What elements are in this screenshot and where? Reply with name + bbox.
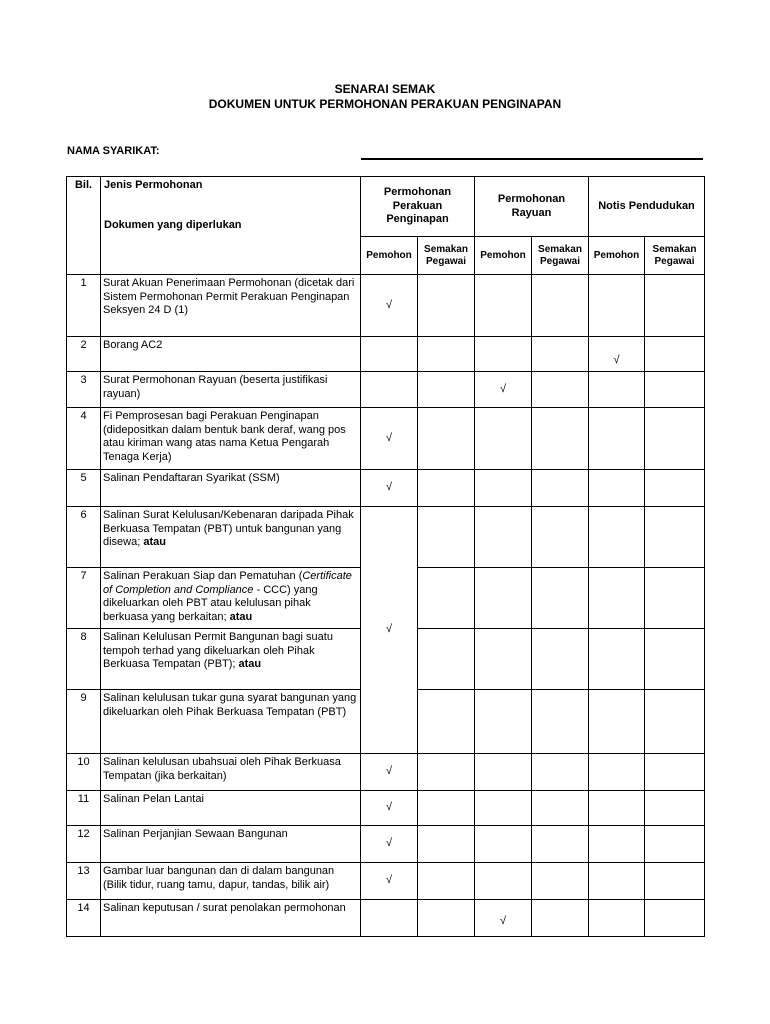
check-cell[interactable] [532,568,589,629]
header-bil: Bil. [67,177,101,275]
row-document: Salinan Perjanjian Sewaan Bangunan [101,826,361,863]
check-cell[interactable] [418,507,475,568]
row-document-text: Salinan Surat Kelulusan/Kebenaran daripada Pihak Berkuasa Tempatan (PBT) untuk bangunan yang disewa; [103,509,354,548]
check-cell[interactable] [475,408,532,470]
row-document: Salinan kelulusan tukar guna syarat bangunan yang dikeluarkan oleh Pihak Berkuasa Tempatan (PBT) [101,690,361,754]
check-cell[interactable] [475,568,532,629]
check-cell[interactable] [361,337,418,372]
subheader-semakan-pegawai: Semakan Pegawai [645,237,705,275]
subheader-pemohon: Pemohon [475,237,532,275]
row-document-text-post: - CCC) yang dikeluarkan oleh PBT atau kelulusan pihak berkuasa yang berkaitan; [103,583,318,623]
check-cell[interactable] [418,470,475,507]
checklist-table [66,176,705,937]
check-cell[interactable] [475,690,532,754]
check-cell[interactable] [475,629,532,690]
row-document-suffix: atau [229,610,253,623]
check-cell[interactable] [361,372,418,408]
check-mark[interactable]: √ [361,791,418,826]
table-row [67,754,705,791]
check-cell[interactable] [418,863,475,900]
row-document-text-italic: Certificate of Completion and Compliance [103,570,352,596]
check-mark[interactable]: √ [475,900,532,937]
subheader-semakan-pegawai: Semakan Pegawai [418,237,475,275]
check-cell[interactable] [589,408,645,470]
row-number: 1 [67,275,101,337]
check-cell[interactable] [645,826,705,863]
check-mark[interactable]: √ [361,507,418,754]
check-cell[interactable] [589,568,645,629]
header-dokumen-diperlukan: Dokumen yang diperlukan [104,219,242,231]
header-permohonan-perakuan-penginapan: Permohonan Perakuan Penginapan [361,177,475,237]
check-cell[interactable] [589,754,645,791]
check-cell[interactable] [645,629,705,690]
row-document-suffix: atau [143,536,166,548]
table-row [67,863,705,900]
check-cell[interactable] [532,470,589,507]
company-name-field[interactable] [361,158,703,160]
check-cell[interactable] [532,863,589,900]
check-cell[interactable] [645,372,705,408]
header-jenis-dokumen [101,177,361,275]
row-document: Salinan keputusan / surat penolakan permohonan [101,900,361,937]
table-row [67,337,705,372]
header-permohonan-rayuan: Permohonan Rayuan [475,177,589,237]
check-mark[interactable]: √ [361,470,418,507]
check-cell[interactable] [589,629,645,690]
check-cell[interactable] [645,791,705,826]
document-title: SENARAI SEMAK [334,82,436,96]
table-row [67,791,705,826]
check-cell[interactable] [532,900,589,937]
check-cell[interactable] [475,275,532,337]
check-cell[interactable] [645,507,705,568]
row-document: Gambar luar bangunan dan di dalam bangunan (Bilik tidur, ruang tamu, dapur, tandas, bilik air) [101,863,361,900]
check-cell[interactable] [645,863,705,900]
check-cell[interactable] [475,754,532,791]
row-document-text: Salinan Kelulusan Permit Bangunan bagi suatu tempoh terhad yang dikeluarkan oleh Pihak Berkuasa Tempatan (PBT); [103,631,333,670]
check-cell[interactable] [475,863,532,900]
check-cell[interactable] [418,754,475,791]
check-cell[interactable] [418,408,475,470]
table-row [67,470,705,507]
row-document: Surat Akuan Penerimaan Permohonan (dicetak dari Sistem Permohonan Permit Perakuan Penginapan Seksyen 24 D (1) [101,275,361,337]
check-cell[interactable] [532,408,589,470]
check-cell[interactable] [532,507,589,568]
check-cell[interactable] [645,754,705,791]
row-document-suffix: atau [238,658,262,670]
check-cell[interactable] [589,690,645,754]
row-number: 9 [67,690,101,754]
check-mark[interactable]: √ [361,863,418,900]
check-cell[interactable] [645,337,705,372]
row-document-text-pre: Salinan Perakuan Siap dan Pematuhan ( [103,570,303,582]
check-cell[interactable] [532,337,589,372]
check-cell[interactable] [418,826,475,863]
row-document: Salinan kelulusan ubahsuai oleh Pihak Berkuasa Tempatan (jika berkaitan) [101,754,361,791]
row-number: 3 [67,372,101,408]
check-cell[interactable] [645,470,705,507]
row-document [101,568,361,629]
check-mark[interactable]: √ [475,372,532,408]
check-cell[interactable] [645,275,705,337]
check-cell[interactable] [532,629,589,690]
company-name-label: NAMA SYARIKAT: [67,145,160,157]
header-notis-pendudukan: Notis Pendudukan [589,177,705,237]
row-document: Salinan Pendaftaran Syarikat (SSM) [101,470,361,507]
row-document: Fi Pemprosesan bagi Perakuan Penginapan (didepositkan dalam bentuk bank deraf, wang pos atau kiriman wang atas nama Ketua Pengarah Tenaga Kerja) [101,408,361,470]
check-mark[interactable]: √ [361,275,418,337]
check-mark[interactable]: √ [589,337,645,372]
row-number: 12 [67,826,101,863]
check-cell[interactable] [418,791,475,826]
row-number: 4 [67,408,101,470]
subheader-pemohon: Pemohon [361,237,418,275]
check-cell[interactable] [589,791,645,826]
table-row [67,826,705,863]
row-number: 5 [67,470,101,507]
table-row [67,900,705,937]
check-cell[interactable] [589,507,645,568]
table-row [67,408,705,470]
check-cell[interactable] [645,690,705,754]
check-cell[interactable] [475,791,532,826]
check-cell[interactable] [532,791,589,826]
check-cell[interactable] [645,568,705,629]
row-number: 10 [67,754,101,791]
check-cell[interactable] [589,275,645,337]
check-cell[interactable] [589,900,645,937]
check-mark[interactable]: √ [361,826,418,863]
table-row [67,372,705,408]
row-document: Borang AC2 [101,337,361,372]
check-cell[interactable] [475,337,532,372]
check-cell[interactable] [418,337,475,372]
table-row [67,507,705,568]
table-row [67,275,705,337]
check-cell[interactable] [589,863,645,900]
check-mark[interactable]: √ [361,408,418,470]
check-cell[interactable] [589,470,645,507]
check-cell[interactable] [475,507,532,568]
row-number: 2 [67,337,101,372]
check-cell[interactable] [645,900,705,937]
check-cell[interactable] [475,826,532,863]
check-cell[interactable] [645,408,705,470]
check-cell[interactable] [475,470,532,507]
row-document [101,507,361,568]
check-cell[interactable] [418,629,475,690]
row-number: 8 [67,629,101,690]
check-cell[interactable] [418,900,475,937]
check-cell[interactable] [418,568,475,629]
row-document [101,629,361,690]
subheader-semakan-pegawai: Semakan Pegawai [532,237,589,275]
document-subtitle: DOKUMEN UNTUK PERMOHONAN PERAKUAN PENGINAPAN [208,97,562,111]
subheader-pemohon: Pemohon [589,237,645,275]
check-cell[interactable] [532,826,589,863]
check-cell[interactable] [589,372,645,408]
check-cell[interactable] [418,690,475,754]
row-number: 6 [67,507,101,568]
check-cell[interactable] [418,275,475,337]
row-number: 7 [67,568,101,629]
check-cell[interactable] [532,690,589,754]
header-jenis-permohonan: Jenis Permohonan [104,179,203,191]
check-cell[interactable] [418,372,475,408]
check-cell[interactable] [532,372,589,408]
check-mark[interactable]: √ [361,754,418,791]
row-number: 11 [67,791,101,826]
check-cell[interactable] [532,754,589,791]
check-cell[interactable] [532,275,589,337]
row-number: 14 [67,900,101,937]
row-document: Salinan Pelan Lantai [101,791,361,826]
check-cell[interactable] [589,826,645,863]
row-document: Surat Permohonan Rayuan (beserta justifikasi rayuan) [101,372,361,408]
row-number: 13 [67,863,101,900]
check-cell[interactable] [361,900,418,937]
